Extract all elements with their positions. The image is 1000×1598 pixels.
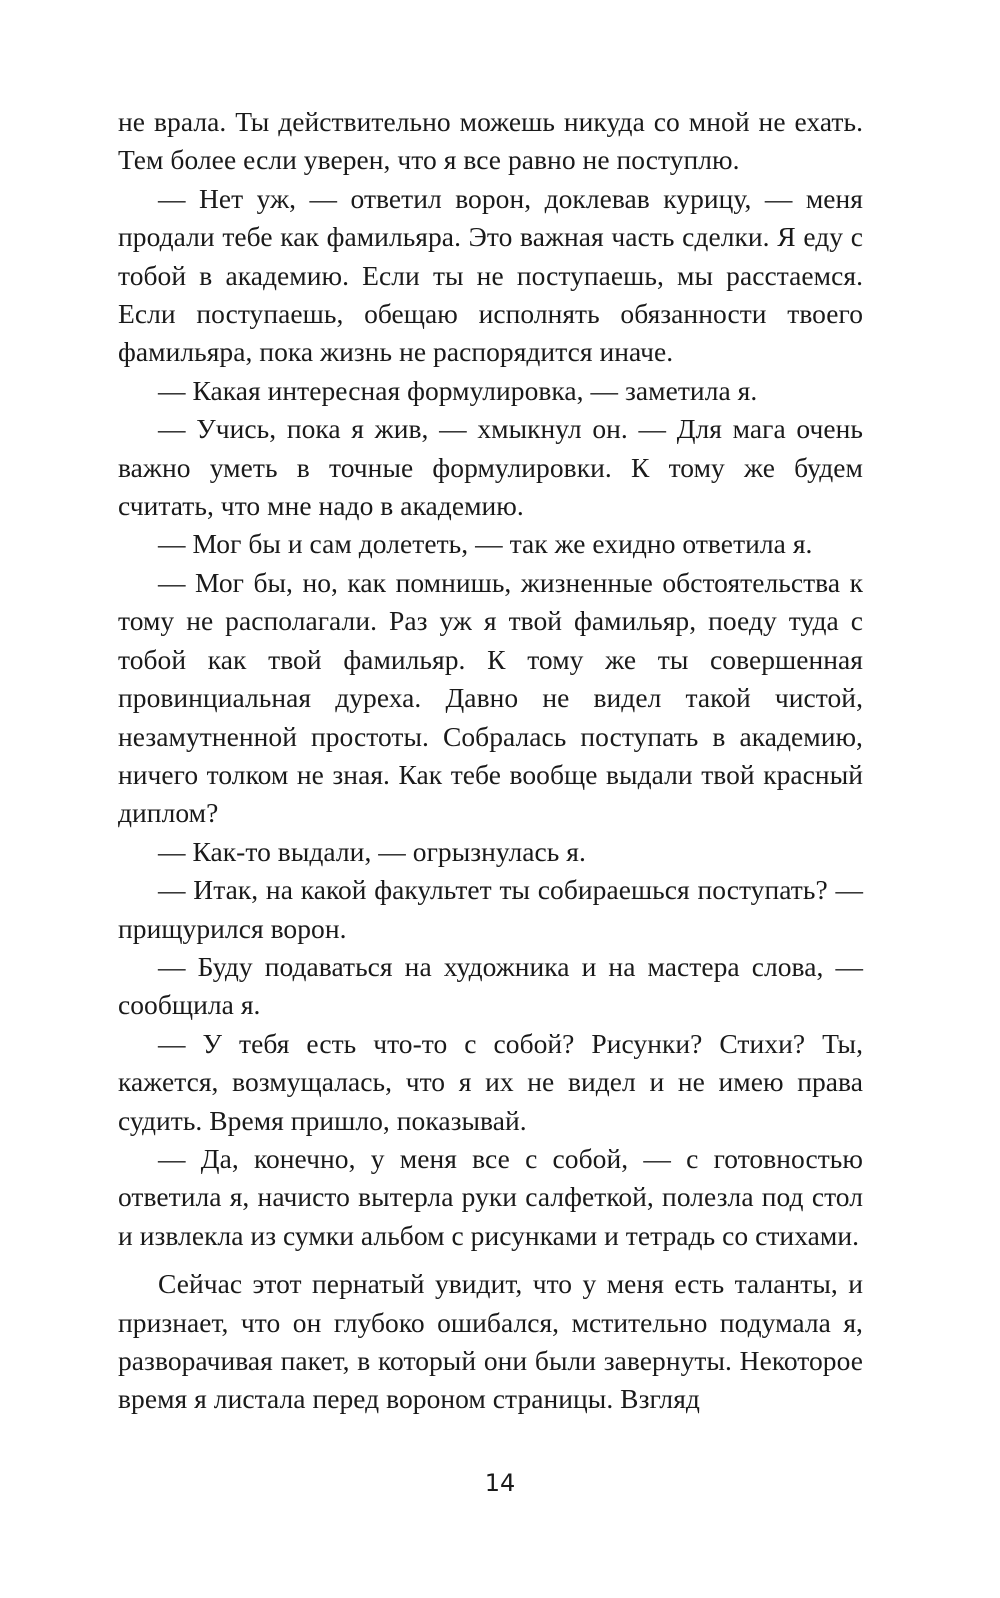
paragraph: Сейчас этот пернатый увидит, что у меня есть таланты, и признает, что он глубоко ошибался, мстительно подумала я, разворачивая пакет, в который они были завернуты. Некоторое время я листала перед вороном страницы. Взгляд	[118, 1268, 863, 1415]
paragraph: — Итак, на какой факультет ты собираешься поступать? — прищурился ворон.	[118, 874, 863, 944]
paragraph: — Какая интересная формулировка, — заметила я.	[158, 374, 758, 406]
paragraph: — Учись, пока я жив, — хмыкнул он. — Для мага очень важно уметь в точные формулировки. К тому же будем считать, что мне надо в академию.	[118, 413, 863, 522]
paragraph: — Мог бы, но, как помнишь, жизненные обстоятельства к тому не располагали. Раз уж я твой фамильяр, поеду туда с тобой как твой фамильяр. К тому же ты совершенная провинциальная дуреха. Давно не видел такой чистой, незамутненной простоты. Собралась поступать в академию, ничего толком не зная. Как тебе вообще выдали твой красный диплом?	[118, 566, 863, 829]
page-number: 14	[484, 1469, 516, 1497]
paragraph: — Как-то выдали, — огрызнулась я.	[158, 835, 586, 867]
body-text	[118, 103, 863, 1419]
paragraph: — Мог бы и сам долететь, — так же ехидно ответила я.	[158, 528, 813, 560]
paragraph: не врала. Ты действительно можешь никуда со мной не ехать. Тем более если уверен, что я все равно не поступлю.	[118, 106, 863, 176]
paragraph: — Нет уж, — ответил ворон, доклевав курицу, — меня продали тебе как фамильяра. Это важная часть сделки. Я еду с тобой в академию. Если ты не поступаешь, мы расстаемся. Если поступаешь, обещаю исполнять обязанности твоего фамильяра, пока жизнь не распорядится иначе.	[118, 182, 863, 368]
paragraph: — Буду подаваться на художника и на мастера слова, — сообщила я.	[118, 950, 863, 1021]
paragraph: — Да, конечно, у меня все с собой, — с готовностью ответила я, начисто вытерла руки салфеткой, полезла под стол и извлекла из сумки альбом с рисунками и тетрадь со стихами.	[118, 1142, 863, 1251]
paragraph: — У тебя есть что-то с собой? Рисунки? Стихи? Ты, кажется, возмущалась, что я их не видел и не имею права судить. Время пришло, показывай.	[118, 1027, 863, 1136]
